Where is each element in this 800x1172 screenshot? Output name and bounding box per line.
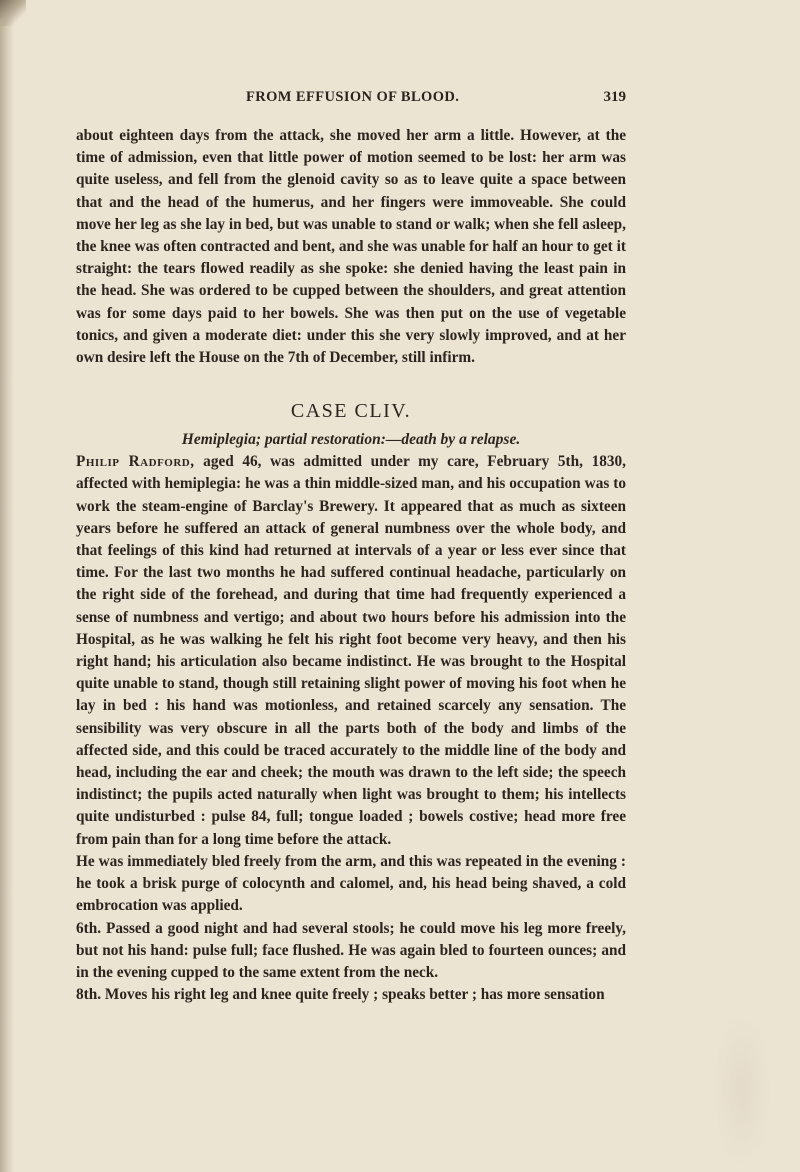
paragraph-6th: 6th. Passed a good night and had several stools; he could move his leg more freely, but not his hand: pulse full; face flushed. He was again bled to fourteen ounces; and in the evening cupped to the same extent from the neck. bbox=[76, 919, 626, 981]
page-edge-shadow bbox=[0, 0, 14, 1172]
running-head: FROM EFFUSION OF BLOOD. bbox=[246, 89, 460, 105]
paragraph-treatment: He was immediately bled freely from the arm, and this was repeated in the evening : he took a brisk purge of colocynth and calomel, and, his head being shaved, a cold embrocation was applied. bbox=[76, 852, 626, 915]
paragraph-case-history bbox=[76, 451, 626, 851]
case-history-text: aged 46, was admitted under my care, February 5th, 1830, affected with hemiplegia: he was a thin middle-sized man, and his occupation was to work the steam-engine of Barclay's Brewery. It appeared that as much as sixteen years before he suffered an attack of general numbness over the whole body, and that feelings of this kind had returned at intervals of a year or less ever since that time. For the last two months he had suffered continual headache, particularly on the right side of the forehead, and during that time had frequently experienced a sense of numbness and vertigo; and about two hours before his admission into the Hospital, as he was walking he felt his right foot become very heavy, and then his right hand; his articulation also became indistinct. He was brought to the Hospital quite unable to stand, though still retaining slight power of moving his foot when he lay in bed : his hand was motionless, and retained scarcely any sensation. The sensibility was very obscure in all the parts both of the body and limbs of the affected side, and this could be traced accurately to the middle line of the body and head, including the ear and cheek; the mouth was drawn to the left side; the speech indistinct; the pupils acted naturally when light was brought to them; his intellects quite undisturbed : pulse 84, full; tongue loaded ; bowels costive; head more free from pain than for a long time before the attack. bbox=[76, 453, 626, 848]
patient-name: Philip Radford, bbox=[76, 453, 195, 471]
paragraph-continuation: about eighteen days from the attack, she moved her arm a little. However, at the time of admission, even that little power of motion seemed to be lost: her arm was quite useless, and fell from the glenoid cavity so as to leave quite a space between that and the head of the humerus, and her fingers were immoveable. She could move her leg as she lay in bed, but was unable to stand or walk; when she fell asleep, the knee was often contracted and bent, and she was unable for half an hour to get it straight: the tears flowed readily as she spoke: she denied having the least pain in the head. She was ordered to be cupped between the shoulders, and great attention was for some days paid to her bowels. She was then put on the use of vegetable tonics, and given a moderate diet: under this she very slowly improved, and at her own desire left the House on the 7th of December, still infirm. bbox=[76, 127, 626, 367]
body-text bbox=[76, 125, 626, 1006]
paragraph-8th: 8th. Moves his right leg and knee quite freely ; speaks better ; has more sensation bbox=[76, 986, 605, 1004]
page-header bbox=[246, 89, 626, 111]
page-number: 319 bbox=[603, 89, 626, 105]
paper-stain bbox=[712, 1010, 772, 1170]
page-corner-shadow bbox=[0, 0, 26, 26]
case-title: CASE CLIV. bbox=[290, 400, 412, 423]
case-subtitle: Hemiplegia; partial restoration:—death by a relapse. bbox=[181, 431, 521, 449]
